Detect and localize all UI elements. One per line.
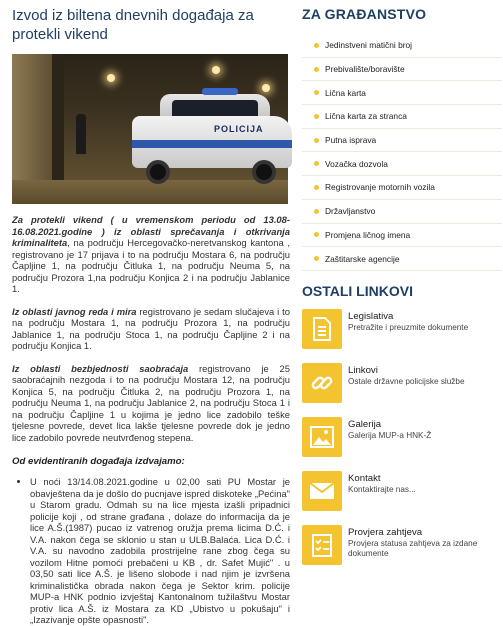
document-icon [302,309,342,349]
envelope-icon [302,471,342,511]
bullet-icon [314,185,319,190]
service-item-jmb[interactable] [302,34,502,58]
bullet-icon [314,232,319,237]
service-label: Registrovanje motornih vozila [325,182,435,193]
link-name: Linkovi [348,364,378,376]
checklist-icon [302,525,342,565]
intro-text: , na području Hercegovačko-neretvanskog kantona , registrovano je 17 prijava i to na području Mostara 6, na području Čapljine 1, na području Čitluka 1, na području Neuma 5, na području Prozora 1,na području Konjica 2 i na području Jablanice 1. [12,237,290,294]
service-label: Prebivalište/boravište [325,64,405,75]
article-photo [12,54,288,204]
chain-link-icon [302,363,342,403]
intro-paragraph [12,214,290,295]
bullet-icon [314,161,319,166]
bullet-icon [314,43,319,48]
service-label: Jedinstveni matični broj [325,40,413,51]
other-links-title: OSTALI LINKOVI [302,282,413,299]
service-item-driving-licence[interactable] [302,152,502,176]
link-desc: Galerija MUP-a HNK-Ž [348,430,432,440]
sidebar [302,0,502,569]
service-item-passport[interactable] [302,129,502,153]
bullet-icon [314,256,319,261]
link-name: Galerija [348,418,382,430]
service-item-name-change[interactable] [302,224,502,248]
article-column [12,6,290,626]
gallery-icon [302,417,342,457]
traffic-paragraph [12,363,290,444]
link-desc: Kontaktirajte nas... [348,484,416,494]
public-order-text: registrovano je sedam slučajeva i to na području Mostara 1, na području Prozora 1, na području Jablanice 1, na području Stoca 1, na području Čapljine 2 i na području Konjica 1. [12,305,290,351]
service-item-foreigner-id[interactable] [302,105,502,129]
service-item-citizenship[interactable] [302,200,502,224]
public-order-emphasis: Iz oblasti javnog reda i mira [12,305,137,317]
service-item-id-card[interactable] [302,81,502,105]
bullet-icon [314,114,319,119]
bullet-icon [314,138,319,143]
police-car [132,94,292,182]
link-desc: Ostale državne policijske službe [348,376,465,386]
service-label: Zaštitarske agencije [325,253,400,264]
list-item: • U noći 13/14.08.2021.godine u 02,00 sati PU Mostar je obavještena da je došlo do pucnjave ispred diskoteke „Pećina" u Starom gradu. Odmah su na lice mjesta izašli pripadnici policije koji , od strane građana , dolaze do informacija da je lice A.Š.(1987) pucao iz vatrenog oružja prema licima D.Ć. i V.A. nakon čega se sklonio u stan u ULB.Balaća. Lica D.Ć. i V.A. su navodno zadobila prostrijelne rane zbog čega su vozilom Hitne pomoći prebačeni u KB , dr. Safet Mujić" . u 03,50 sati lice A.Š. je lišeno slobode i nad njim je izvršena kriminalistička obrada nakon čega je Sektor krim. policije MUP-a HNK podnio izvještaj Kantonalnom tužilaštvu Mostar protiv lica A.Š. iz Mostara za KD „Ubistvo u pokušaju" i „Izazivanje opšte opasnosti". [30,476,290,626]
service-item-residence[interactable] [302,58,502,82]
traffic-emphasis: Iz oblasti bezbjednosti saobraćaja [12,362,189,374]
service-label: Državljanstvo [325,206,376,217]
events-heading: Od evidentiranih događaja izdvajamo: [12,456,185,467]
link-desc: Pretražite i preuzmite dokumente [348,322,469,332]
service-label: Putna isprava [325,135,377,146]
bullet-icon [314,209,319,214]
bullet-icon [314,90,319,95]
link-card-gallery[interactable] [302,417,502,461]
link-card-legislation[interactable] [302,309,502,353]
events-list [12,476,290,626]
public-order-paragraph [12,306,290,352]
traffic-text: registrovano je 25 saobraćajnih nezgoda i to na području Mostara 12, na području Konjica 5, na području Čitluka 2, na području Prozora 1, na području Neuma 1, na području Jablanice 2, na području Stoca 1 i na području Čapljine 1 u kojima je jedno lice zadobilo teške tjelesne povrede, devet lica lakše tjelesne povrede dok je jedno lice zadobilo povrede neutvrđenog stepena. [12,362,290,443]
service-item-vehicle-registration[interactable] [302,176,502,200]
article-title: Izvod iz biltena dnevnih događaja za protekli vikend [12,7,254,43]
service-label: Vozačka dozvola [325,158,388,169]
link-card-links[interactable] [302,363,502,407]
link-card-request-check[interactable] [302,525,502,569]
link-card-contact[interactable] [302,471,502,515]
service-label: Lična karta za stranca [325,111,407,122]
police-car-label: POLICIJA [214,124,264,134]
link-name: Legislativa [348,310,394,322]
intro-emphasis: Za protekli vikend ( u vremenskom periodu od 13.08-16.08.2021.godine ) iz oblasti sprečavanja i otkrivanja kriminaliteta [12,214,290,248]
services-list [302,34,502,271]
link-name: Provjera zahtjeva [348,526,423,538]
link-desc: Provjera statusa zahtjeva za izdane dokumente [348,538,478,559]
link-name: Kontakt [348,472,381,484]
bullet-icon [314,67,319,72]
service-label: Promjena ličnog imena [325,229,411,240]
citizens-title: ZA GRAĐANSTVO [302,6,427,22]
service-item-security-agencies[interactable] [302,247,502,271]
service-label: Lična karta [325,87,366,98]
